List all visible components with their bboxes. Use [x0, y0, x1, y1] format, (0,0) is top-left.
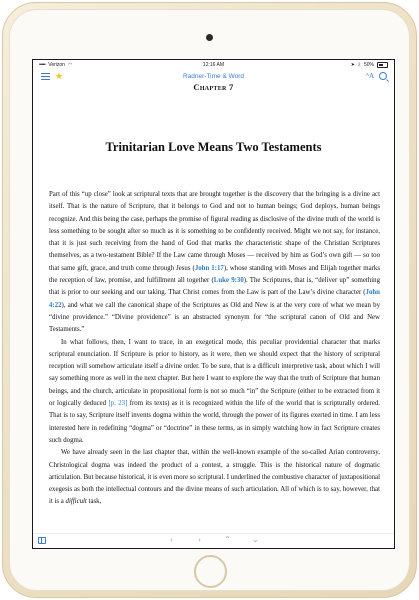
chapter-title: Trinitarian Love Means Two Testaments: [105, 140, 322, 154]
signal-icon: •••••: [39, 62, 46, 68]
wifi-icon: ◠: [67, 61, 73, 68]
ipad-device: [2, 2, 417, 598]
scroll-down-chevron-icon[interactable]: ⌄: [252, 535, 259, 544]
status-bar: [33, 60, 394, 70]
font-size-icon[interactable]: ᴬA: [365, 72, 374, 80]
clock: 12:16 AM: [202, 62, 225, 68]
bottom-toolbar: [33, 533, 394, 548]
battery-icon: [377, 62, 388, 68]
scroll-up-chevron-icon[interactable]: ⌃: [224, 535, 231, 544]
home-button[interactable]: [194, 555, 227, 588]
location-icon: ➤: [350, 61, 355, 68]
book-title[interactable]: Radner-Time & Word: [182, 73, 245, 80]
front-camera: [206, 34, 213, 41]
scripture-link-john-4-22[interactable]: John 4:22: [49, 289, 380, 309]
carrier-label: Verizon: [48, 62, 65, 68]
chapter-label: Chapter 7: [193, 82, 234, 92]
paragraph-2: In what follows, then, I want to trace, in an exegetical mode, this peculiar providential character that marks scriptural enunciation. If Scripture is prior to history, as it were, then we should expect that the history of scriptural reception will somehow articulate itself a divine order. To be sure, that is a difficult interpretive task, about which I will say something more as well in the next chapter. But here I want to explore the way that the truth of Scripture that human beings, and the church, articulate in propositional form is not so much “in” the Scripture (either to be extracted from it or logically deduced [p. 23] from its texts) as it is recognized within the life of the world that is scripturally ordered. That is to say, Scripture itself invents dogma within the world, through the power of its figures exerted in time. I am less interested here in redefining “dogma” or “doctrine” in these terms, as in simply watching how in fact Scripture creates such dogma.: [49, 338, 380, 444]
star-icon[interactable]: ★: [55, 71, 64, 81]
chapter-body: [49, 189, 380, 509]
bluetooth-icon: ᛒ: [357, 62, 361, 68]
scripture-link-john-1-17[interactable]: John 1:17: [194, 264, 224, 272]
paragraph-3: We have already seen in the last chapter that, within the well-known example of the so-called Arian controversy, Christological dogma was indeed the product of a contest, a struggle. This is the historical nature of dogmatic articulation. But because historical, it is even more so scriptural. I underlined the combustive character of juxtapositional exegesis as both the intellectual contours and the divine means of such articulation. All of which is to say, however, that it is a difficult task,: [49, 449, 380, 506]
previous-chevron-icon[interactable]: ‹: [170, 535, 173, 544]
search-icon[interactable]: [379, 72, 387, 80]
next-chevron-icon[interactable]: ›: [198, 535, 201, 544]
screen: [32, 59, 395, 549]
battery-percent: 50%: [363, 62, 374, 68]
scripture-link-luke-9-30[interactable]: Luke 9:30: [213, 277, 244, 285]
paragraph-1: Part of this “up close” look at scriptural texts that are brought together is the discovery that the bringing is a divine act itself. That is the nature of Scripture, that it belongs to God and not to human beings; God deploys, human beings recognize. And this being the case, perhaps the promise of figural reading as disclosive of the divine truth of the world is less something to be sought after so much as it is something to be confidently received. Might we not say, for instance, that it is just such receiving from the hand of God that marks the characteristic shape of the Christian Scriptures themselves, as a two-testament Bible? If the Law came through Moses — received by him as God’s own gift — so too that same gift, grace, and truth come through Jesus (John 1:17), whose standing with Moses and Elijah together marks the reception of law, promise, and fulfillment all together (Luke 9:30). The Scriptures, that is, “deliver up” something that is prior to our seeking and our taking. That Christ comes from the Law is part of the Law’s divine character (John 4:22), and what we call the canonical shape of the Scriptures as Old and New is at the very core of what we mean by “divine providence.” “Divine providence” is an abstracted synonym for “the scriptural canon of Old and New Testaments.”: [49, 191, 380, 334]
page-marker-link[interactable]: [p. 23]: [108, 400, 128, 408]
